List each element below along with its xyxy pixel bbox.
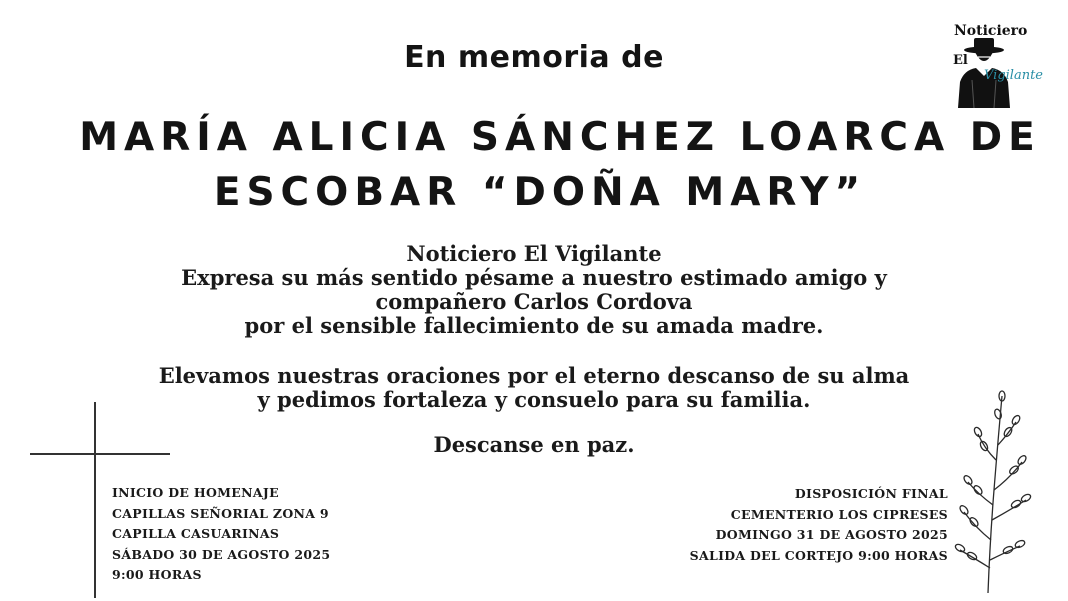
message-line: Expresa su más sentido pésame a nuestro estimado amigo y — [181, 265, 887, 290]
final-disposition-details — [690, 484, 948, 566]
homage-line: CAPILLA CASUARINAS — [112, 526, 280, 541]
cross-icon-bar — [30, 453, 170, 455]
logo-word-noticiero: Noticiero — [954, 23, 1028, 39]
disposition-line: DISPOSICIÓN FINAL — [794, 486, 948, 501]
noticiero-logo — [948, 20, 1056, 110]
page-heading: En memoria de — [404, 40, 664, 75]
message-line: compañero Carlos Cordova — [375, 289, 693, 314]
message-line: Noticiero El Vigilante — [406, 241, 662, 266]
homage-line: 9:00 HORAS — [112, 567, 202, 582]
disposition-line: CEMENTERIO LOS CIPRESES — [730, 506, 948, 522]
deceased-name-line-2: ESCOBAR “DOÑA MARY” — [213, 170, 867, 215]
homage-line: INICIO DE HOMENAJE — [112, 485, 279, 500]
leaf-branch-icon — [950, 390, 1040, 595]
message-line: y pedimos fortaleza y consuelo para su familia. — [257, 387, 811, 412]
logo-word-el: El — [953, 53, 968, 68]
message-line: por el sensible fallecimiento de su amada madre. — [244, 313, 824, 338]
homage-details — [112, 483, 330, 586]
homage-line: CAPILLAS SEÑORIAL ZONA 9 — [112, 505, 329, 521]
disposition-line: SALIDA DEL CORTEJO 9:00 HORAS — [689, 547, 948, 563]
condolence-paragraph — [0, 242, 1068, 338]
disposition-line: DOMINGO 31 DE AGOSTO 2025 — [715, 527, 948, 542]
closing-text: Descanse en paz. — [433, 432, 635, 457]
logo-word-vigilante: Vigilante — [984, 68, 1043, 83]
cross-icon — [94, 402, 96, 598]
message-line: Elevamos nuestras oraciones por el eterno descanso de su alma — [158, 363, 910, 388]
prayer-paragraph — [0, 364, 1068, 412]
deceased-name-line-1: MARÍA ALICIA SÁNCHEZ LOARCA DE — [79, 115, 1041, 160]
homage-line: SÁBADO 30 DE AGOSTO 2025 — [112, 546, 331, 562]
